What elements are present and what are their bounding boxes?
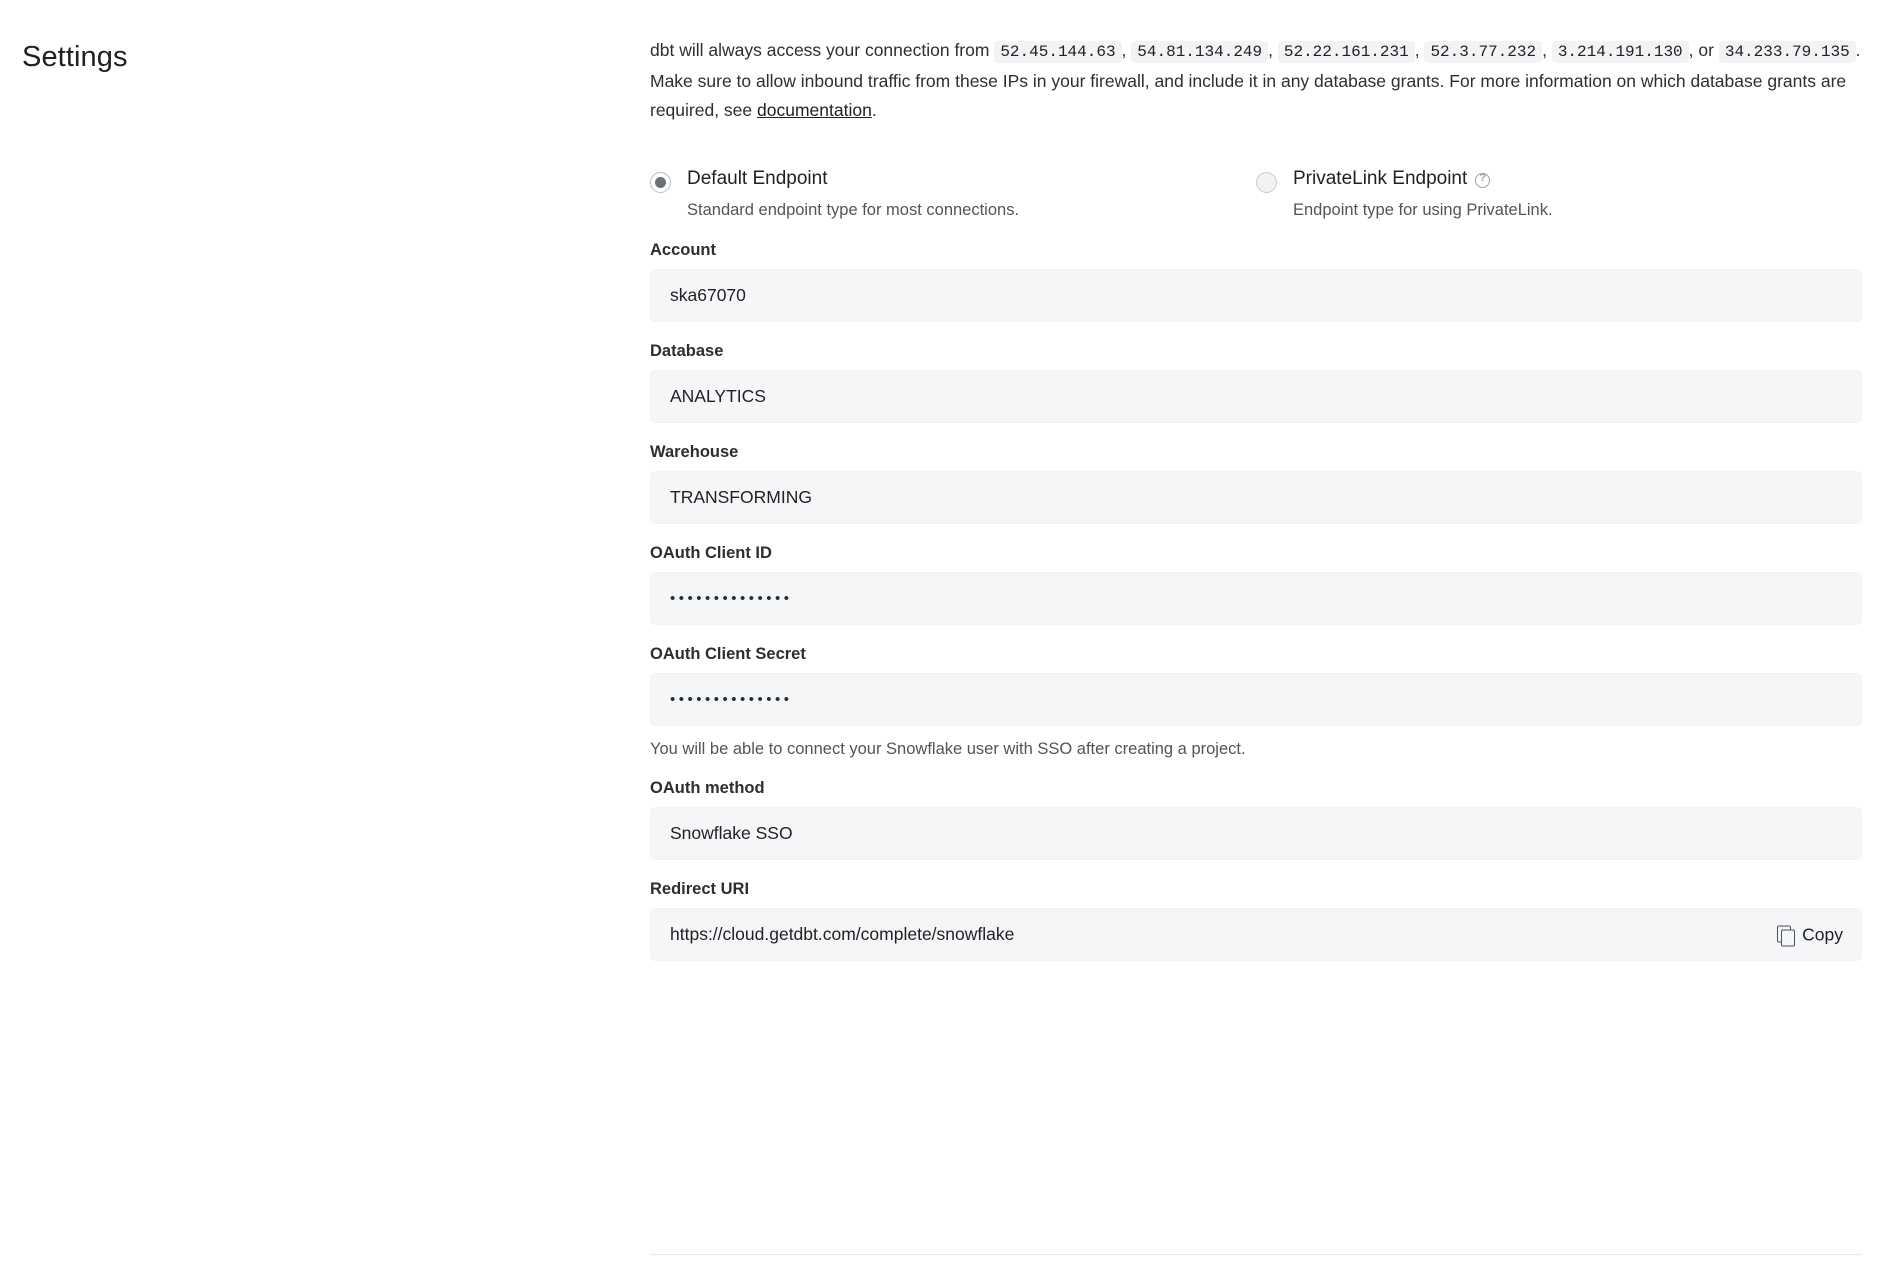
comma-5: , <box>1688 40 1694 60</box>
endpoint-privatelink-subtitle: Endpoint type for using PrivateLink. <box>1293 201 1553 219</box>
oauth-client-secret-input[interactable]: •••••••••••••• <box>650 673 1862 726</box>
oauth-client-id-input[interactable]: •••••••••••••• <box>650 572 1862 625</box>
help-circle-icon[interactable] <box>1475 173 1490 188</box>
redirect-uri-label: Redirect URI <box>650 880 750 898</box>
oauth-client-secret-label: OAuth Client Secret <box>650 645 806 663</box>
ip-chip-3: 52.22.161.231 <box>1278 41 1415 63</box>
documentation-link[interactable]: documentation <box>757 100 872 120</box>
bottom-divider <box>650 1254 1862 1255</box>
endpoint-default-title: Default Endpoint <box>687 168 828 189</box>
ip-notice-tail: . Make sure to allow inbound traffic from these IPs in your firewall, and include it in any database grants. For more information on which database grants are required, see <box>650 40 1861 120</box>
field-oauth-client-id <box>650 544 1862 625</box>
radio-default-endpoint[interactable] <box>650 172 671 193</box>
connection-settings-panel <box>650 36 1862 961</box>
or-word: or <box>1698 40 1714 60</box>
endpoint-default-text <box>687 167 1019 221</box>
copy-icon <box>1777 925 1793 944</box>
ip-chip-6: 34.233.79.135 <box>1719 41 1856 63</box>
oauth-method-input[interactable]: Snowflake SSO <box>650 807 1862 860</box>
comma-1: , <box>1121 40 1127 60</box>
comma-3: , <box>1414 40 1420 60</box>
ip-chip-2: 54.81.134.249 <box>1131 41 1268 63</box>
copy-button[interactable] <box>1777 924 1843 945</box>
field-redirect-uri <box>650 880 1862 961</box>
endpoint-privatelink-title <box>1293 167 1553 191</box>
endpoint-privatelink-title-label: PrivateLink Endpoint <box>1293 168 1468 189</box>
copy-button-label: Copy <box>1802 924 1843 944</box>
redirect-uri-value: https://cloud.getdbt.com/complete/snowflake <box>670 924 1015 944</box>
endpoint-option-default[interactable] <box>650 167 1256 221</box>
endpoint-default-subtitle: Standard endpoint type for most connections. <box>687 201 1020 219</box>
comma-2: , <box>1268 40 1273 60</box>
ip-chip-5: 3.214.191.130 <box>1552 41 1689 63</box>
ip-notice-lead: dbt will always access your connection from <box>650 40 990 60</box>
database-input[interactable]: ANALYTICS <box>650 370 1862 423</box>
account-input[interactable]: ska67070 <box>650 269 1862 322</box>
endpoint-privatelink-text <box>1293 167 1553 221</box>
field-oauth-method <box>650 779 1862 860</box>
ip-chip-4: 52.3.77.232 <box>1424 41 1542 63</box>
oauth-client-id-label: OAuth Client ID <box>650 544 772 562</box>
field-warehouse <box>650 443 1862 524</box>
ip-allowlist-notice <box>650 36 1862 125</box>
endpoint-option-privatelink[interactable] <box>1256 167 1862 221</box>
page-title: Settings <box>22 41 128 73</box>
radio-privatelink-endpoint[interactable] <box>1256 172 1277 193</box>
field-account <box>650 241 1862 322</box>
database-label: Database <box>650 342 724 360</box>
account-label: Account <box>650 241 716 259</box>
ip-notice-period: . <box>871 100 877 120</box>
endpoint-type-group <box>650 167 1862 221</box>
sso-helper-text: You will be able to connect your Snowflake user with SSO after creating a project. <box>650 740 1246 758</box>
field-database <box>650 342 1862 423</box>
field-oauth-client-secret <box>650 645 1862 759</box>
oauth-method-label: OAuth method <box>650 779 765 797</box>
warehouse-input[interactable]: TRANSFORMING <box>650 471 1862 524</box>
warehouse-label: Warehouse <box>650 443 739 461</box>
ip-chip-1: 52.45.144.63 <box>994 41 1121 63</box>
comma-4: , <box>1542 40 1547 60</box>
redirect-uri-input[interactable] <box>650 908 1862 961</box>
